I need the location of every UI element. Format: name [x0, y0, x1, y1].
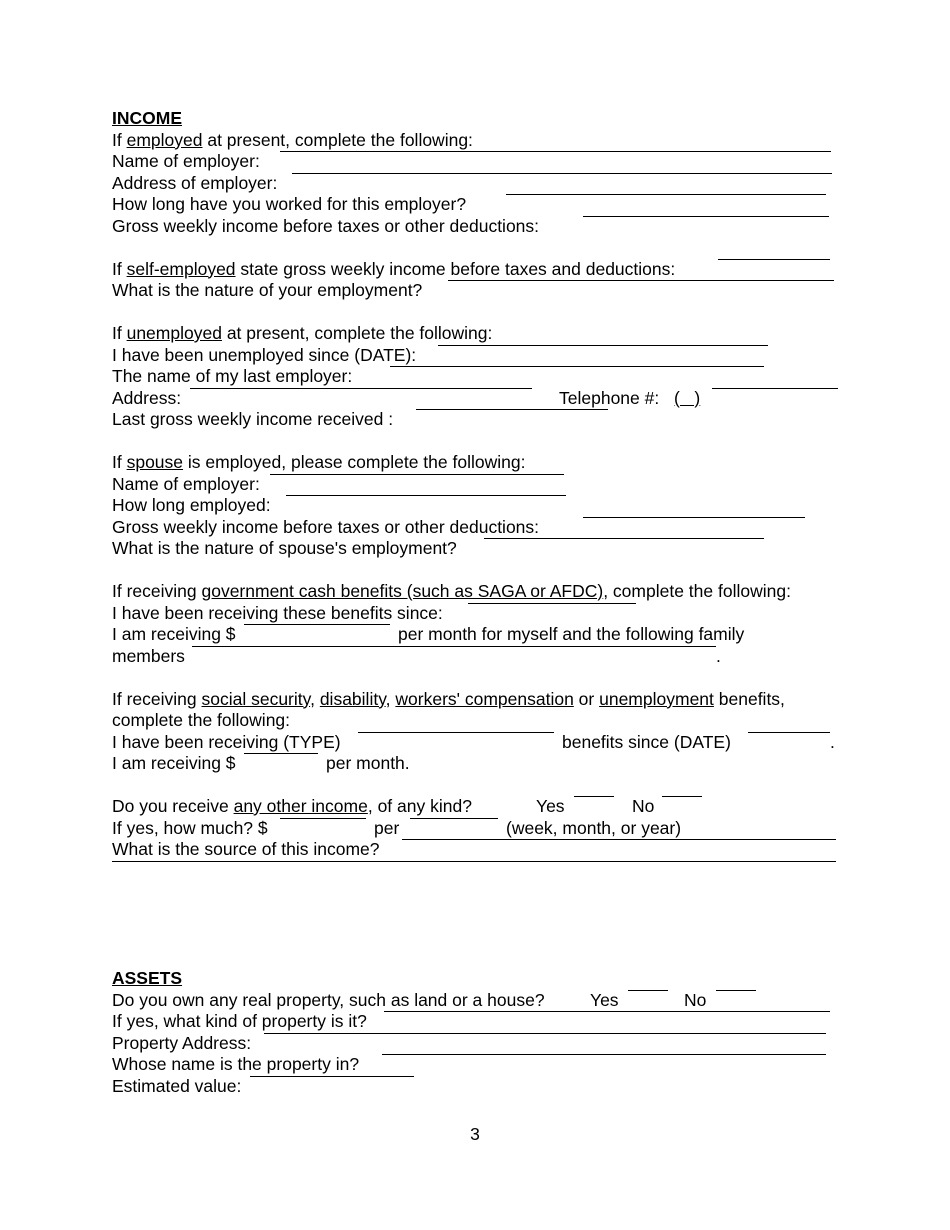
workers-comp-keyword: workers' compensation: [395, 688, 574, 709]
government-members-label: members: [112, 645, 185, 666]
real-property-yes-label: Yes: [590, 989, 619, 1010]
last-employer-label: The name of my last employer:: [112, 366, 353, 386]
unemployment-keyword: unemployment: [599, 688, 714, 709]
other-income-no-field[interactable]: [662, 796, 702, 797]
spouse-duration-label: How long employed:: [112, 495, 271, 515]
social-amount-row: [112, 753, 840, 775]
unemployed-since-row: [112, 345, 840, 367]
spouse-employer-label: Name of employer:: [112, 473, 260, 494]
employment-duration-field[interactable]: [506, 194, 826, 195]
property-address-label: Property Address:: [112, 1032, 252, 1053]
employer-address-row: [112, 173, 840, 195]
estimated-value-label: Estimated value:: [112, 1075, 242, 1096]
government-amount-prefix: I am receiving $: [112, 624, 236, 644]
gross-weekly-row: [112, 216, 840, 238]
telephone-field[interactable]: [712, 388, 838, 389]
self-employed-row: If self-employed state gross weekly income before taxes and deductions:: [112, 259, 840, 281]
unemployed-keyword: unemployed: [126, 323, 222, 343]
last-income-field[interactable]: [416, 409, 608, 410]
other-income-row: Do you receive any other income, of any kind? Yes No: [112, 796, 840, 818]
employed-keyword: employed: [126, 129, 203, 150]
spouse-employer-field[interactable]: [270, 474, 564, 475]
real-property-question: Do you own any real property, such as land or a house?: [112, 989, 545, 1010]
property-address-row: [112, 1033, 840, 1055]
page-number: 3: [470, 1124, 480, 1144]
spouse-gross-label: Gross weekly income before taxes or other deductions:: [112, 516, 540, 537]
government-since-row: [112, 603, 840, 625]
employment-duration-label: How long have you worked for this employer?: [112, 194, 467, 214]
last-income-row: [112, 409, 840, 431]
income-heading-line: [112, 108, 840, 130]
employment-nature-field[interactable]: [448, 280, 834, 281]
disability-keyword: disability: [319, 688, 386, 709]
government-intro: If receiving government cash benefits (such as SAGA or AFDC), complete the following:: [112, 581, 791, 601]
last-employer-row: [112, 366, 840, 388]
social-amount-prefix: I am receiving $: [112, 753, 236, 773]
spouse-nature-label: What is the nature of spouse's employment?: [112, 538, 457, 558]
government-since-field[interactable]: [468, 603, 636, 604]
government-amount-suffix: per month for myself and the following family: [398, 624, 745, 644]
spouse-nature-row: [112, 538, 840, 560]
spouse-gross-row: [112, 517, 840, 539]
social-since-label: benefits since (DATE): [562, 731, 731, 752]
property-owner-label: Whose name is the property in?: [112, 1054, 360, 1074]
government-amount-field[interactable]: [244, 624, 390, 625]
employed-intro: If employed at present, complete the following:: [112, 129, 473, 150]
estimated-value-row: [112, 1076, 840, 1098]
unemployed-since-label: I have been unemployed since (DATE):: [112, 344, 417, 365]
spouse-keyword: spouse: [126, 452, 184, 472]
government-members-field[interactable]: [192, 646, 716, 647]
assets-heading-line: [112, 968, 840, 990]
government-keyword: government cash benefits (such as SAGA or AFDC): [201, 581, 604, 601]
employment-nature-row: [112, 280, 840, 302]
social-amount-field[interactable]: [244, 753, 318, 754]
income-heading: INCOME: [112, 108, 182, 128]
unemployed-since-field[interactable]: [438, 345, 768, 346]
estimated-value-field[interactable]: [250, 1076, 414, 1077]
self-employed-keyword: self-employed: [126, 258, 236, 279]
spouse-duration-field[interactable]: [286, 495, 566, 496]
real-property-no-label: No: [684, 989, 707, 1010]
last-employer-field[interactable]: [390, 366, 764, 367]
employer-name-field-b[interactable]: [550, 151, 831, 152]
social-type-label: I have been receiving (TYPE): [112, 731, 341, 752]
real-property-row: [112, 990, 840, 1012]
spouse-employer-row: [112, 474, 840, 496]
government-members-row: members .: [112, 645, 721, 666]
property-kind-field[interactable]: [384, 1011, 830, 1012]
property-kind-label: If yes, what kind of property is it?: [112, 1011, 367, 1031]
property-owner-row: [112, 1054, 840, 1076]
other-source-field[interactable]: [402, 839, 836, 840]
other-source-continuation-row: [112, 861, 840, 883]
last-income-label: Last gross weekly income received :: [112, 409, 394, 429]
spouse-nature-field[interactable]: [484, 538, 764, 539]
other-source-label: What is the source of this income?: [112, 839, 380, 859]
spouse-duration-row: [112, 495, 840, 517]
gross-weekly-label: Gross weekly income before taxes or other deductions:: [112, 215, 540, 236]
self-employed-income-field[interactable]: [718, 259, 830, 260]
other-income-yes-field[interactable]: [574, 796, 614, 797]
other-howmuch-field[interactable]: [280, 818, 366, 819]
employer-name-field-a[interactable]: [280, 151, 550, 152]
real-property-no-field[interactable]: [716, 990, 756, 991]
other-source-continuation-field[interactable]: [112, 861, 836, 862]
other-income-yes-label: Yes: [536, 796, 565, 816]
spouse-intro: If spouse is employed, please complete the following:: [112, 452, 526, 472]
unemployed-address-row: [112, 388, 840, 410]
other-income-no-label: No: [632, 796, 655, 816]
social-type-field[interactable]: [358, 732, 554, 733]
real-property-yes-field[interactable]: [628, 990, 668, 991]
spouse-gross-field[interactable]: [583, 517, 805, 518]
social-security-keyword: social security: [201, 688, 311, 709]
social-intro: If receiving social security, disability, workers' compensation or unemployment benefits,: [112, 688, 785, 709]
assets-heading: ASSETS: [112, 968, 183, 988]
social-amount-suffix: per month.: [326, 753, 410, 773]
social-type-row: I have been receiving (TYPE) benefits since (DATE) .: [112, 731, 835, 752]
property-address-field[interactable]: [264, 1033, 826, 1034]
telephone-label: Telephone #:: [559, 387, 660, 408]
gross-weekly-field[interactable]: [583, 216, 829, 217]
other-income-keyword: any other income: [233, 796, 368, 816]
property-kind-row: [112, 1011, 840, 1033]
employer-address-field[interactable]: [292, 173, 832, 174]
government-since-label: I have been receiving these benefits since:: [112, 602, 443, 623]
government-amount-row: [112, 624, 840, 646]
form-page: [112, 108, 840, 1097]
unemployed-address-field[interactable]: [190, 388, 532, 389]
other-period-field[interactable]: [410, 818, 498, 819]
property-owner-field[interactable]: [382, 1054, 826, 1055]
employment-duration-row: [112, 194, 840, 216]
unemployed-intro: If unemployed at present, complete the following:: [112, 323, 493, 343]
employer-name-row: [112, 151, 840, 173]
other-howmuch-row: [112, 818, 840, 840]
social-since-field[interactable]: [748, 732, 830, 733]
other-period-hint: (week, month, or year): [506, 817, 682, 838]
employer-name-label: Name of employer:: [112, 151, 260, 171]
other-source-row: [112, 839, 840, 861]
employment-nature-label: What is the nature of your employment?: [112, 280, 423, 300]
employer-address-label: Address of employer:: [112, 172, 278, 193]
telephone-area-code[interactable]: ( ): [674, 387, 701, 408]
other-howmuch-label: If yes, how much? $: [112, 817, 268, 838]
other-per-label: per: [374, 817, 400, 838]
social-complete-row: complete the following:: [112, 710, 291, 730]
unemployed-address-label: Address:: [112, 387, 182, 408]
